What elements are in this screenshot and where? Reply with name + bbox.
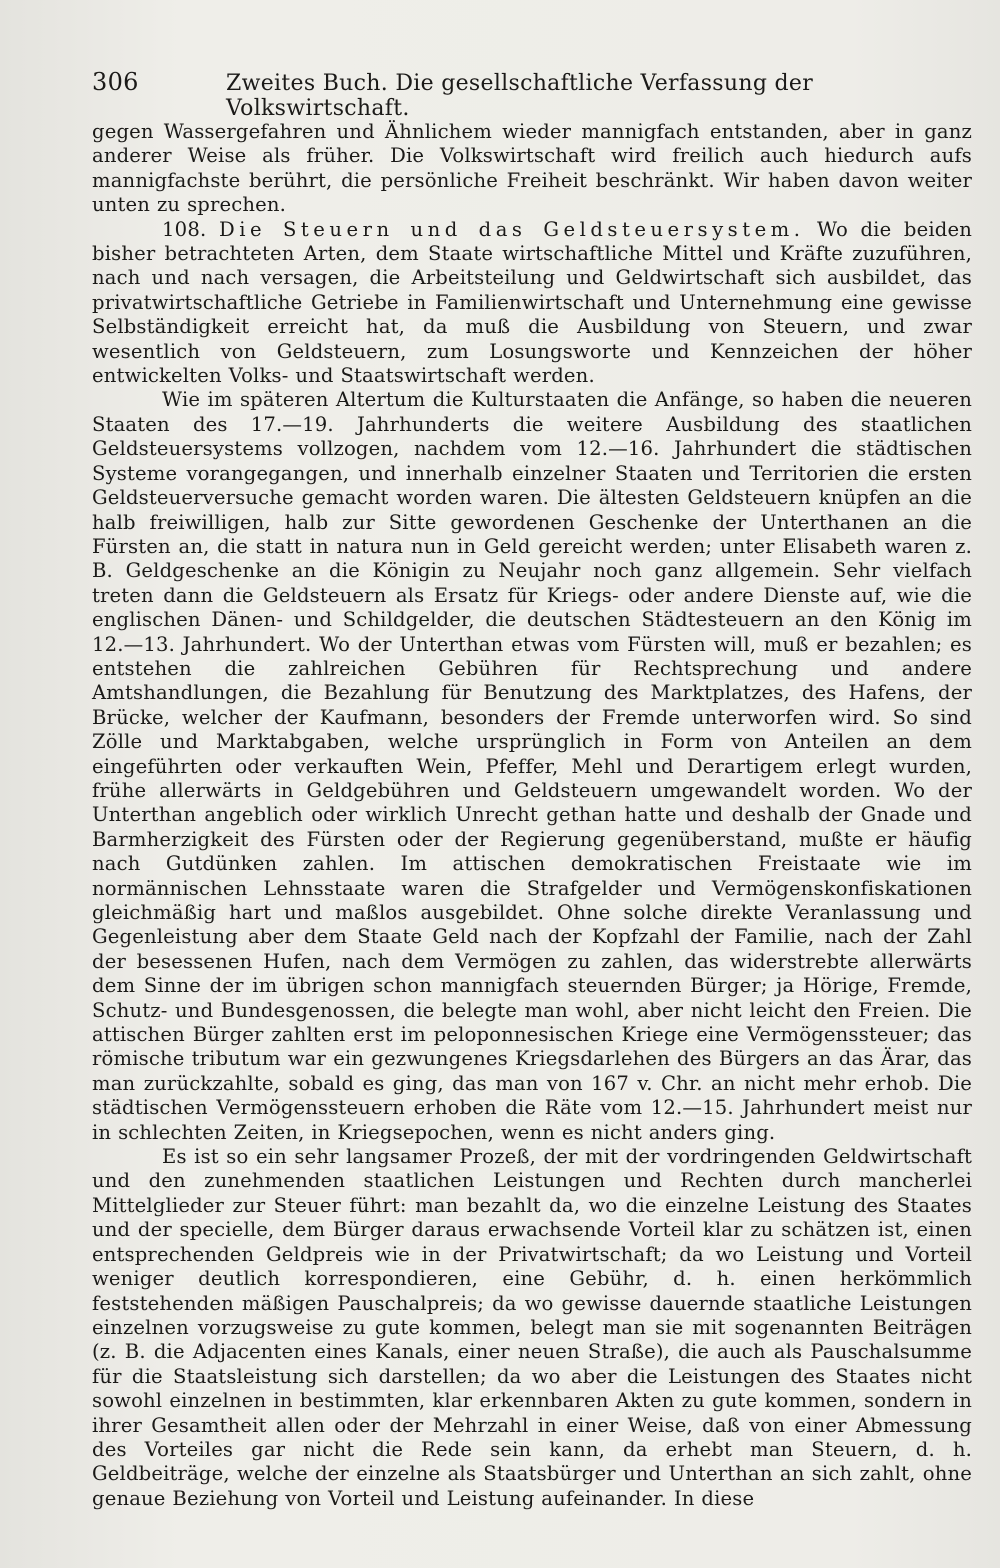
paragraph-3: Wie im späteren Altertum die Kulturstaaten die Anfänge, so haben die neueren Staaten des 17.—19. Jahrhunderts die weitere Ausbildung des staatlichen Geldsteuersystems vollzogen, nachdem vom 12.—16. Jahrhundert die städtischen Systeme vorangegangen, und innerhalb einzelner Staaten und Territorien die ersten Geldsteuerversuche gemacht worden waren. Die ältesten Geldsteuern knüpfen an die halb freiwilligen, halb zur Sitte gewordenen Geschenke der Unterthanen an die Fürsten an, die statt in natura nun in Geld gereicht werden; unter Elisabeth waren z. B. Geldgeschenke an die Königin zu Neujahr noch ganz allgemein. Sehr vielfach treten dann die Geldsteuern als Ersatz für Kriegs- oder andere Dienste auf, wie die englischen Dänen- und Schildgelder, die deutschen Städtesteuern an den König im 12.—13. Jahrhundert. Wo der Unterthan etwas vom Fürsten will, muß er bezahlen; es entstehen die zahlreichen Gebühren für Rechtsprechung und andere Amtshandlungen, die Bezahlung für Benutzung des Marktplatzes, des Hafens, der Brücke, welcher der Kaufmann, besonders der Fremde unterworfen wird. So sind Zölle und Marktabgaben, welche ursprünglich in Form von Anteilen an dem eingeführten oder verkauften Wein, Pfeffer, Mehl und Derartigem erlegt wurden, frühe allerwärts in Geldgebühren und Geldsteuern umgewandelt worden. Wo der Unterthan angeblich oder wirklich Unrecht gethan hatte und deshalb der Gnade und Barmherzigkeit des Fürsten oder der Regierung gegenüberstand, mußte er häufig nach Gutdünken zahlen. Im attischen demokratischen Freistaate wie im normännischen Lehnsstaate waren die Strafgelder und Vermögenskonfiskationen gleichmäßig hart und maßlos ausgebildet. Ohne solche direkte Veranlassung und Gegenleistung aber dem Staate Geld nach der Kopfzahl der Familie, nach der Zahl der besessenen Hufen, nach dem Vermögen zu zahlen, das widerstrebte allerwärts dem Sinne der im übrigen schon mannigfach steuernden Bürger; ja Hörige, Fremde, Schutz- und Bundesgenossen, die belegte man wohl, aber nicht leicht den Freien. Die attischen Bürger zahlten erst im peloponnesischen Kriege eine Vermögenssteuer; das römische tributum war ein gezwungenes Kriegsdarlehen des Bürgers an das Ärar, das man zurückzahlte, sobald es ging, das man von 167 v. Chr. an nicht mehr erhob. Die städtischen Vermögenssteuern erhoben die Räte vom 12.—15. Jahrhundert meist nur in schlechten Zeiten, in Kriegsepochen, wenn es nicht anders ging. [92, 388, 972, 1144]
paragraph-2-text: Wo die beiden bisher betrachteten Arten, dem Staate wirtschaftliche Mittel und Kräfte zuzuführen, nach und nach versagen, die Arbeitsteilung und Geldwirtschaft sich ausbildet, das privatwirtschaftliche Getriebe in Familienwirtschaft und Unternehmung eine gewisse Selbständigkeit erreicht hat, da muß die Ausbildung von Steuern, und zwar wesentlich von Geldsteuern, zum Losungsworte und Kennzeichen der höher entwickelten Volks- und Staatswirtschaft werden. [92, 217, 972, 388]
running-title: Zweites Buch. Die gesellschaftliche Verfassung der Volkswirtschaft. [226, 71, 814, 121]
section-title: Die Steuern und das Geldsteuersystem. [219, 217, 805, 241]
page-number: 306 [92, 68, 139, 96]
section-number: 108. [162, 217, 207, 241]
running-head [92, 68, 972, 121]
body-text [92, 120, 972, 1511]
paragraph-1: gegen Wassergefahren und Ähnlichem wieder mannigfach entstanden, aber in ganz anderer Weise als früher. Die Volkswirtschaft wird freilich auch hiedurch aufs mannigfachste berührt, die persönliche Freiheit beschränkt. Wir haben davon weiter unten zu sprechen. [92, 120, 972, 217]
paragraph-4: Es ist so ein sehr langsamer Prozeß, der mit der vordringenden Geldwirtschaft und den zunehmenden staatlichen Leistungen und Rechten durch mancherlei Mittelglieder zur Steuer führt: man bezahlt da, wo die einzelne Leistung des Staates und der specielle, dem Bürger daraus erwachsende Vorteil klar zu schätzen ist, einen entsprechenden Geldpreis wie in der Privatwirtschaft; da wo Leistung und Vorteil weniger deutlich korrespondieren, eine Gebühr, d. h. einen herkömmlich feststehenden mäßigen Pauschalpreis; da wo gewisse dauernde staatliche Leistungen einzelnen vorzugsweise zu gute kommen, belegt man sie mit sogenannten Beiträgen (z. B. die Adjacenten eines Kanals, einer neuen Straße), die auch als Pauschalsumme für die Staatsleistung sich darstellen; da wo aber die Leistungen des Staates nicht sowohl einzelnen in bestimmten, klar erkennbaren Akten zu gute kommen, sondern in ihrer Gesamtheit allen oder der Mehrzahl in einer Weise, daß von einer Abmessung des Vorteiles gar nicht die Rede sein kann, da erhebt man Steuern, d. h. Geldbeiträge, welche der einzelne als Staatsbürger und Unterthan an sich zahlt, ohne genaue Beziehung von Vorteil und Leistung aufeinander. In diese [92, 1145, 972, 1510]
paragraph-2 [92, 218, 972, 389]
